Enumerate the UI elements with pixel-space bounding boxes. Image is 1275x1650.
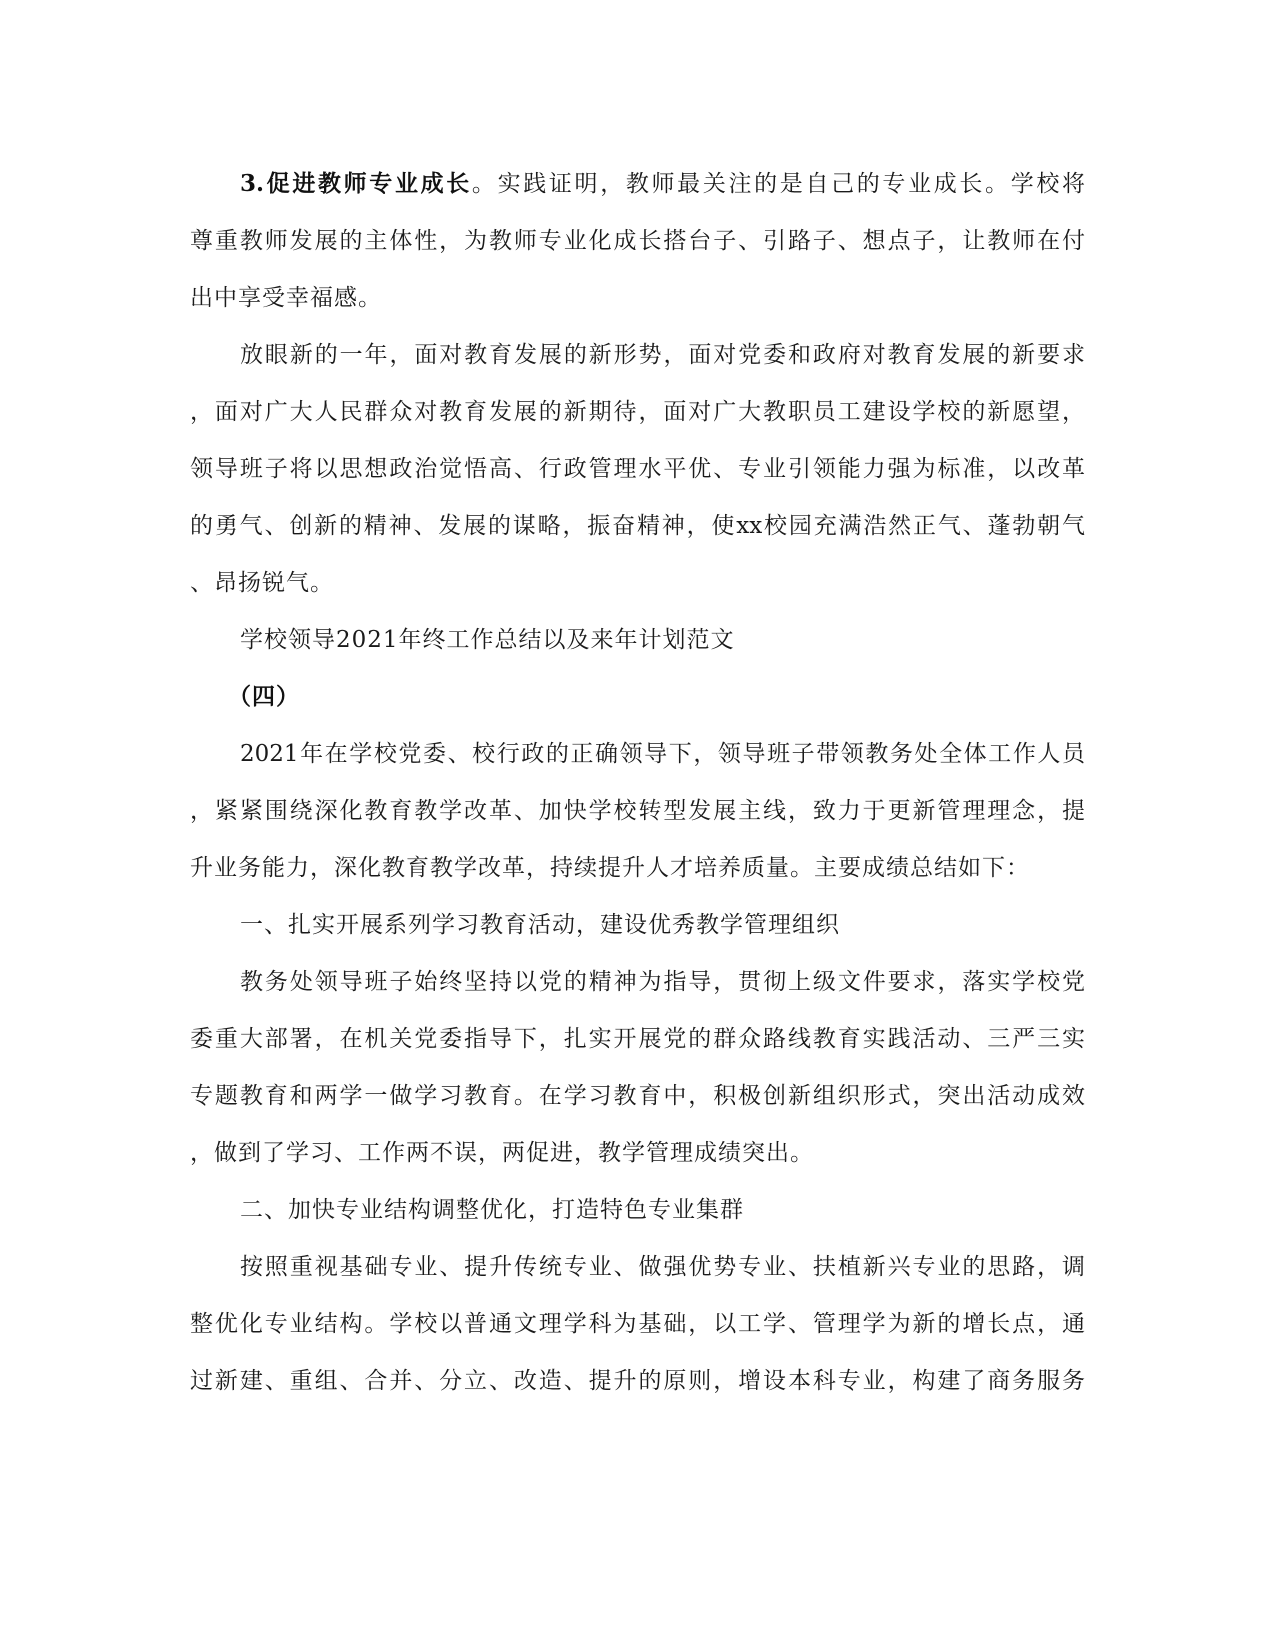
paragraph-3-line-1 bbox=[240, 164, 1085, 204]
study-line-4: ，做到了学习、工作两不误，两促进，教学管理成绩突出。 bbox=[190, 1140, 814, 1166]
paragraph-2021-line-3: 升业务能力，深化教育教学改革，持续提升人才培养质量。主要成绩总结如下： bbox=[190, 855, 1030, 881]
study-line-3: 专题教育和两学一做学习教育。在学习教育中，积极创新组织形式，突出活动成效 bbox=[190, 1083, 1085, 1109]
outlook-line-3: 领导班子将以思想政治觉悟高、行政管理水平优、专业引领能力强为标准，以改革 bbox=[190, 456, 1085, 482]
bold-lead-text: 3.促进教师专业成长 bbox=[240, 170, 472, 197]
heading-study-activities: 一、扎实开展系列学习教育活动，建设优秀教学管理组织 bbox=[240, 912, 840, 938]
paragraph-2021-line-1: 2021年在学校党委、校行政的正确领导下，领导班子带领教务处全体工作人员 bbox=[240, 741, 1085, 767]
study-line-2: 委重大部署，在机关党委指导下，扎实开展党的群众路线教育实践活动、三严三实 bbox=[190, 1026, 1085, 1052]
majors-line-3: 过新建、重组、合并、分立、改造、提升的原则，增设本科专业，构建了商务服务 bbox=[190, 1368, 1085, 1394]
outlook-line-5: 、昂扬锐气。 bbox=[190, 570, 334, 596]
paragraph-3-line-1-rest: 。实践证明，教师最关注的是自己的专业成长。学校将 bbox=[471, 171, 1086, 197]
study-line-1: 教务处领导班子始终坚持以党的精神为指导，贯彻上级文件要求，落实学校党 bbox=[240, 969, 1085, 995]
outlook-line-1: 放眼新的一年，面对教育发展的新形势，面对党委和政府对教育发展的新要求 bbox=[240, 342, 1085, 368]
heading-major-structure: 二、加快专业结构调整优化，打造特色专业集群 bbox=[240, 1197, 744, 1223]
paragraph-3-line-3: 出中享受幸福感。 bbox=[190, 285, 382, 311]
outlook-line-4: 的勇气、创新的精神、发展的谋略，振奋精神，使xx校园充满浩然正气、蓬勃朝气 bbox=[190, 513, 1085, 539]
outlook-line-2: ，面对广大人民群众对教育发展的新期待，面对广大教职员工建设学校的新愿望， bbox=[190, 399, 1085, 425]
section-title: 学校领导2021年终工作总结以及来年计划范文 bbox=[240, 627, 735, 653]
majors-line-2: 整优化专业结构。学校以普通文理学科为基础，以工学、管理学为新的增长点，通 bbox=[190, 1311, 1085, 1337]
section-number: （四） bbox=[228, 683, 300, 710]
paragraph-3-line-2: 尊重教师发展的主体性，为教师专业化成长搭台子、引路子、想点子，让教师在付 bbox=[190, 228, 1085, 254]
paragraph-2021-line-2: ，紧紧围绕深化教育教学改革、加快学校转型发展主线，致力于更新管理理念，提 bbox=[190, 798, 1085, 824]
majors-line-1: 按照重视基础专业、提升传统专业、做强优势专业、扶植新兴专业的思路，调 bbox=[240, 1254, 1085, 1280]
